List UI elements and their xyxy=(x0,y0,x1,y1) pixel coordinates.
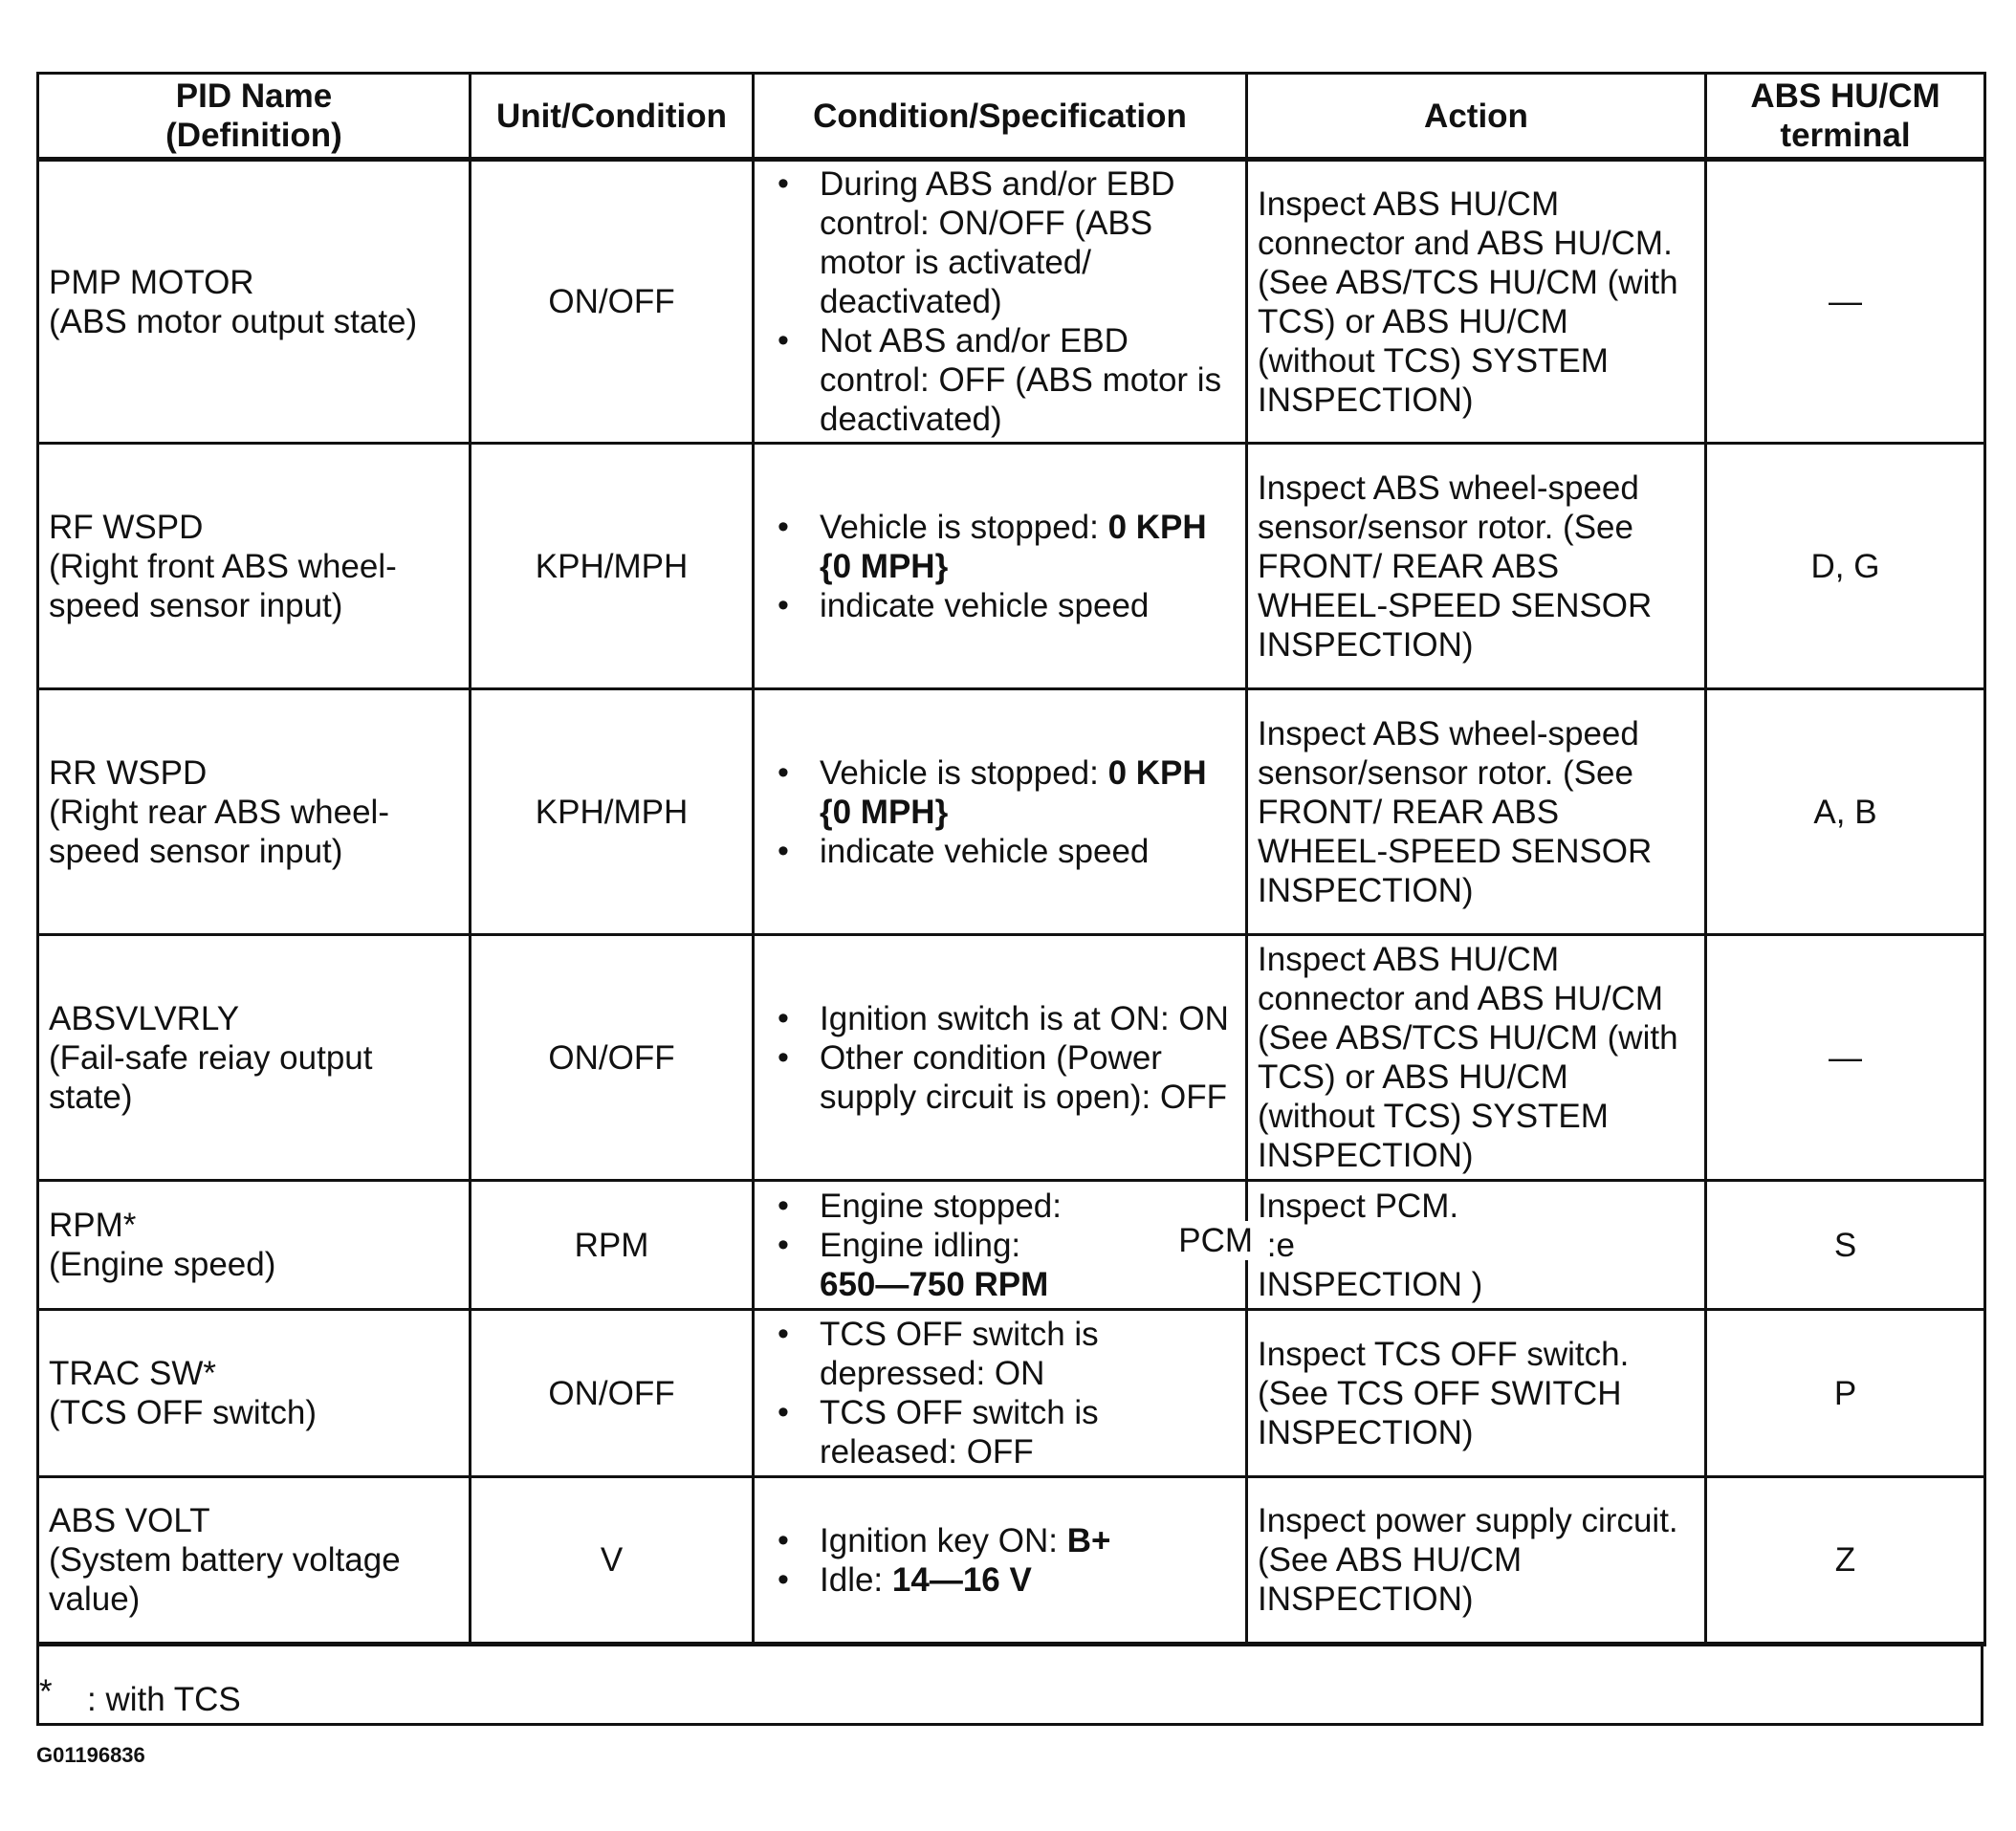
figure-code: G01196836 xyxy=(36,1743,145,1767)
table-row xyxy=(38,1181,1985,1310)
spec-item: • TCS OFF switch is released: OFF xyxy=(764,1393,1236,1471)
spec-cell xyxy=(754,1181,1253,1310)
spec-cell xyxy=(754,1310,1247,1477)
unit-cell: ON/OFF xyxy=(471,935,754,1181)
pid-name: RR WSPD xyxy=(49,753,208,792)
spec-item: • indicate vehicle speed xyxy=(764,832,1236,871)
spec-cell xyxy=(754,444,1247,689)
pid-table-container xyxy=(36,72,1983,1726)
pid-definition: (Right rear ABS wheel-speed sensor input) xyxy=(49,793,389,870)
spec-item: • Idle: 14—16 V xyxy=(764,1560,1236,1600)
action-cell: Inspect power supply circuit. (See ABS HU/CM INSPECTION) xyxy=(1247,1477,1706,1645)
spec-item: • indicate vehicle speed xyxy=(764,586,1236,625)
action-cell: Inspect ABS HU/CM connector and ABS HU/CM (See ABS/TCS HU/CM (with TCS) or ABS HU/CM (without TCS) SYSTEM INSPECTION) xyxy=(1247,935,1706,1181)
terminal-cell: A, B xyxy=(1706,689,1985,935)
pid-definition: (System battery voltage value) xyxy=(49,1541,401,1618)
pid-name: TRAC SW* xyxy=(49,1355,216,1392)
pid-name-cell xyxy=(38,689,471,935)
spec-list xyxy=(764,753,1236,871)
terminal-cell: — xyxy=(1706,160,1985,444)
spec-cell xyxy=(754,935,1247,1181)
table-row xyxy=(38,935,1985,1181)
spec-list xyxy=(764,999,1236,1117)
pid-table-body xyxy=(38,160,1985,1645)
pid-definition: (Fail-safe reiay output state) xyxy=(49,1038,373,1116)
unit-cell: ON/OFF xyxy=(471,1310,754,1477)
spec-item: • Vehicle is stopped: 0 KPH {0 MPH} xyxy=(764,508,1236,586)
spec-list xyxy=(764,164,1236,439)
overlapping-text-fragment: PCM xyxy=(1174,1221,1257,1260)
pid-definition: (Engine speed) xyxy=(49,1246,276,1283)
header-row xyxy=(38,74,1985,160)
unit-cell: RPM xyxy=(471,1181,754,1310)
terminal-cell: Z xyxy=(1706,1477,1985,1645)
pid-name: ABSVLVRLY xyxy=(49,999,240,1037)
spec-item: • Ignition switch is at ON: ON xyxy=(764,999,1236,1038)
spec-item: • Ignition key ON: B+ xyxy=(764,1521,1236,1560)
spec-list xyxy=(764,1315,1236,1471)
table-row xyxy=(38,1477,1985,1645)
spec-item: • Engine stopped: xyxy=(764,1187,1236,1226)
spec-item: • Other condition (Power supply circuit is open): OFF xyxy=(764,1038,1236,1117)
action-cell: Inspect TCS OFF switch. (See TCS OFF SWITCH INSPECTION) xyxy=(1247,1310,1706,1477)
spec-cell xyxy=(754,689,1247,935)
unit-cell: V xyxy=(471,1477,754,1645)
unit-cell: ON/OFF xyxy=(471,160,754,444)
footnote-asterisk: * xyxy=(39,1673,53,1711)
action-cell: Inspect ABS wheel-speed sensor/sensor rotor. (See FRONT/ REAR ABS WHEEL-SPEED SENSOR INSPECTION) xyxy=(1247,689,1706,935)
terminal-cell: P xyxy=(1706,1310,1985,1477)
terminal-cell: — xyxy=(1706,935,1985,1181)
pid-name-cell xyxy=(38,444,471,689)
pid-definition: (TCS OFF switch) xyxy=(49,1394,317,1431)
header-terminal: ABS HU/CM terminal xyxy=(1706,74,1985,160)
table-row xyxy=(38,689,1985,935)
pid-name-cell xyxy=(38,160,471,444)
header-unit-condition: Unit/Condition xyxy=(471,74,754,160)
spec-item: • TCS OFF switch is depressed: ON xyxy=(764,1315,1236,1393)
pid-name: ABS VOLT xyxy=(49,1502,210,1539)
pid-definition: (ABS motor output state) xyxy=(49,302,418,340)
header-condition-specification: Condition/Specification xyxy=(754,74,1247,160)
table-row xyxy=(38,160,1985,444)
pid-name-cell xyxy=(38,1477,471,1645)
pid-name-cell xyxy=(38,935,471,1181)
table-row xyxy=(38,1310,1985,1477)
unit-cell: KPH/MPH xyxy=(471,444,754,689)
pid-name-cell xyxy=(38,1181,471,1310)
action-cell: Inspect PCM. :e INSPECTION ) xyxy=(1247,1181,1706,1310)
terminal-cell: D, G xyxy=(1706,444,1985,689)
pid-name: RF WSPD xyxy=(49,508,204,546)
footnote-text: : with TCS xyxy=(87,1681,241,1718)
header-action: Action xyxy=(1247,74,1706,160)
action-cell: Inspect ABS HU/CM connector and ABS HU/CM. (See ABS/TCS HU/CM (with TCS) or ABS HU/CM (without TCS) SYSTEM INSPECTION) xyxy=(1247,160,1706,444)
unit-cell: KPH/MPH xyxy=(471,689,754,935)
spec-item: • Not ABS and/or EBD control: OFF (ABS motor is deactivated) xyxy=(764,321,1236,439)
spec-list xyxy=(764,508,1236,625)
spec-list xyxy=(764,1521,1236,1600)
spec-item: • Engine idling: 650—750 RPM xyxy=(764,1226,1236,1304)
spec-item: • During ABS and/or EBD control: ON/OFF (ABS motor is activated/ deactivated) xyxy=(764,164,1236,321)
footnote xyxy=(36,1646,1983,1726)
pid-definition: (Right front ABS wheel-speed sensor input) xyxy=(49,547,397,624)
header-pid-name: PID Name (Definition) xyxy=(38,74,471,160)
pid-name: RPM* xyxy=(49,1207,137,1244)
spec-cell xyxy=(754,160,1247,444)
spec-cell xyxy=(754,1477,1247,1645)
terminal-cell: S xyxy=(1706,1181,1985,1310)
pid-table xyxy=(36,72,1986,1646)
table-row xyxy=(38,444,1985,689)
pid-name: PMP MOTOR xyxy=(49,263,254,301)
spec-list xyxy=(764,1187,1236,1304)
spec-item: • Vehicle is stopped: 0 KPH {0 MPH} xyxy=(764,753,1236,832)
pid-name-cell xyxy=(38,1310,471,1477)
action-cell: Inspect ABS wheel-speed sensor/sensor rotor. (See FRONT/ REAR ABS WHEEL-SPEED SENSOR INSPECTION) xyxy=(1247,444,1706,689)
